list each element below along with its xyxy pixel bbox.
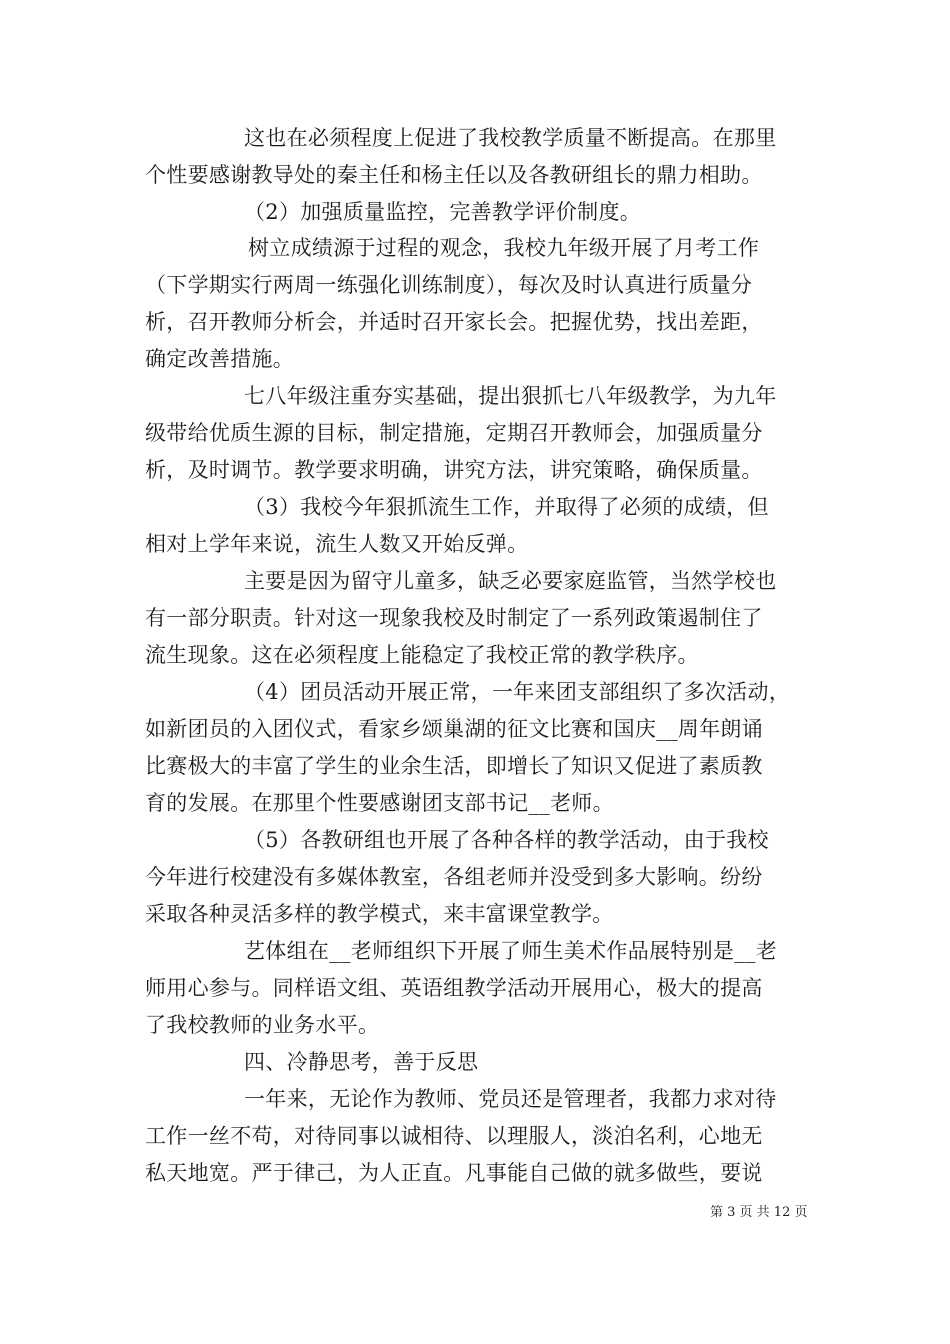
text-line-12: 相对上学年来说，流生人数又开始反弹。 xyxy=(145,532,529,556)
text-line-18: 比赛极大的丰富了学生的业余生活，即增长了知识又促进了素质教 xyxy=(145,754,763,778)
section-heading: 四、冷静思考，善于反思 xyxy=(244,1050,479,1074)
text-line-6: 析，召开教师分析会，并适时召开家长会。把握优势，找出差距， xyxy=(145,310,763,334)
text-line-21: 今年进行校建没有多媒体教室，各组老师并没受到多大影响。纷纷 xyxy=(145,865,763,889)
text-line-29: 私天地宽。严于律己，为人正直。凡事能自己做的就多做些，要说 xyxy=(145,1161,763,1185)
text-line-13: 主要是因为留守儿童多，缺乏必要家庭监管，当然学校也 xyxy=(244,569,777,593)
text-line-24: 师用心参与。同样语文组、英语组教学活动开展用心，极大的提高 xyxy=(145,976,763,1000)
text-line-10: 析，及时调节。教学要求明确，讲究方法，讲究策略，确保质量。 xyxy=(145,458,763,482)
text-line-1: 这也在必须程度上促进了我校教学质量不断提高。在那里 xyxy=(244,126,777,150)
text-line-3: （2）加强质量监控，完善教学评价制度。 xyxy=(244,200,642,224)
page-number-footer: 第 3 页 共 12 页 xyxy=(710,1205,808,1220)
text-line-20: （5）各教研组也开展了各种各样的教学活动，由于我校 xyxy=(244,828,769,852)
text-line-8: 七八年级注重夯实基础，提出狠抓七八年级教学，为九年 xyxy=(244,384,777,408)
text-line-15: 流生现象。这在必须程度上能稳定了我校正常的教学秩序。 xyxy=(145,643,699,667)
text-line-14: 有一部分职责。针对这一现象我校及时制定了一系列政策遏制住了 xyxy=(145,606,763,630)
text-line-27: 一年来，无论作为教师、党员还是管理者，我都力求对待 xyxy=(244,1087,777,1111)
text-line-17: 如新团员的入团仪式，看家乡颂巢湖的征文比赛和国庆__周年朗诵 xyxy=(145,717,763,741)
text-line-2: 个性要感谢教导处的秦主任和杨主任以及各教研组长的鼎力相助。 xyxy=(145,163,763,187)
text-line-5: （下学期实行两周一练强化训练制度），每次及时认真进行质量分 xyxy=(145,273,753,297)
text-line-9: 级带给优质生源的目标，制定措施，定期召开教师会，加强质量分 xyxy=(145,421,763,445)
text-line-23: 艺体组在__老师组织下开展了师生美术作品展特别是__老 xyxy=(244,939,778,963)
text-line-4: 树立成绩源于过程的观念，我校九年级开展了月考工作 xyxy=(248,236,760,260)
text-line-16: （4）团员活动开展正常，一年来团支部组织了多次活动， xyxy=(244,680,791,704)
text-line-11: （3）我校今年狠抓流生工作，并取得了必须的成绩，但 xyxy=(244,495,769,519)
text-line-22: 采取各种灵活多样的教学模式，来丰富课堂教学。 xyxy=(145,902,614,926)
text-line-28: 工作一丝不苟，对待同事以诚相待、以理服人，淡泊名利，心地无 xyxy=(145,1124,763,1148)
text-line-25: 了我校教师的业务水平。 xyxy=(145,1013,380,1037)
text-line-19: 育的发展。在那里个性要感谢团支部书记__老师。 xyxy=(145,791,614,815)
text-line-7: 确定改善措施。 xyxy=(145,347,295,371)
